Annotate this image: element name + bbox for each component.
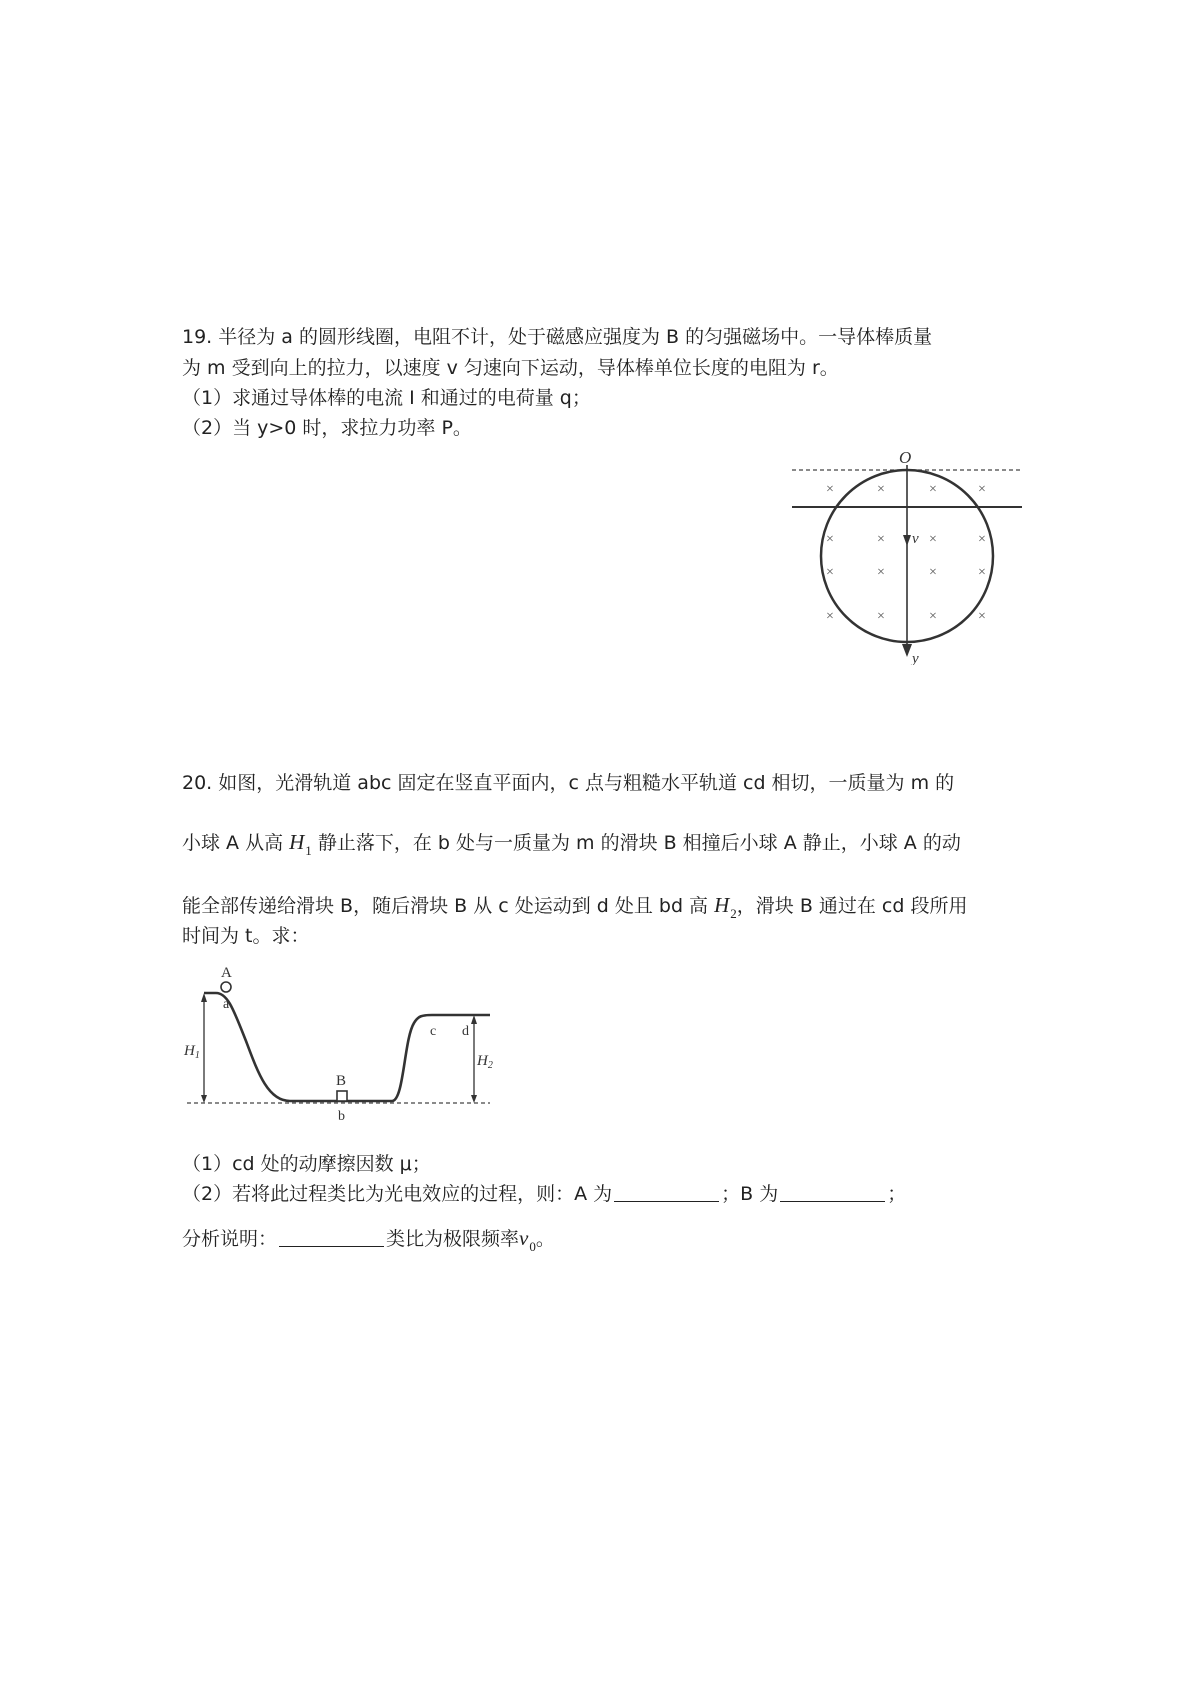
- ball-A: [221, 982, 231, 992]
- field-mark: ×: [826, 609, 834, 624]
- label-B: B: [336, 1073, 347, 1089]
- var-H2: H: [714, 893, 730, 917]
- q19-part-2: （2）当 y>0 时，求拉力功率 P。: [182, 417, 472, 439]
- H2-arrow-top: [471, 1015, 477, 1024]
- H1-arrow-top: [201, 993, 207, 1002]
- field-mark: ×: [826, 532, 834, 547]
- label-H2-var: H: [477, 1053, 488, 1069]
- q20-analysis-end: 。: [535, 1228, 555, 1250]
- label-H1: [183, 1043, 200, 1061]
- field-mark: ×: [826, 482, 834, 497]
- var-H1-sub: 1: [305, 843, 312, 858]
- field-mark: ×: [978, 609, 986, 624]
- q20-line-2-post: 静止落下，在 b 处与一质量为 m 的滑块 B 相撞后小球 A 静止，小球 A 的动: [311, 832, 961, 854]
- label-y: y: [912, 651, 919, 665]
- q20-part-2: [182, 1180, 906, 1208]
- q20-line-1: 20. 如图，光滑轨道 abc 固定在竖直平面内，c 点与粗糙水平轨道 cd 相切，一质量为 m 的: [182, 772, 955, 794]
- field-mark: ×: [929, 482, 937, 497]
- q20-analysis: [182, 1224, 555, 1255]
- q19-part-1: （1）求通过导体棒的电流 I 和通过的电荷量 q；: [182, 387, 591, 409]
- q20-line-4: 时间为 t。求：: [182, 925, 310, 947]
- velocity-arrowhead: [903, 535, 911, 546]
- var-nu: ν: [519, 1226, 529, 1250]
- label-d: d: [462, 1024, 469, 1039]
- label-H1-var: H: [184, 1043, 195, 1059]
- answer-blank-A[interactable]: [614, 1183, 719, 1202]
- label-H2: [476, 1053, 493, 1071]
- field-marks: [826, 482, 986, 624]
- H2-arrow-bottom: [471, 1095, 477, 1103]
- track-curve: [204, 993, 490, 1101]
- field-mark: ×: [877, 565, 885, 580]
- q20-line-2-pre: 小球 A 从高: [182, 832, 290, 854]
- answer-blank-analysis[interactable]: [279, 1228, 384, 1247]
- q20-analysis-b: 类比为极限频率: [386, 1228, 520, 1250]
- q19-magnetic-field-figure: [790, 450, 1030, 665]
- q20-line-3-pre: 能全部传递给滑块 B，随后滑块 B 从 c 处运动到 d 处且 bd 高: [182, 895, 715, 917]
- label-v: v: [912, 531, 919, 547]
- q20-line-3-post: ，滑块 B 通过在 cd 段所用: [736, 895, 968, 917]
- answer-blank-B[interactable]: [780, 1183, 885, 1202]
- q20-part-2-b: ；B 为: [721, 1183, 779, 1205]
- q20-part-2-a: （2）若将此过程类比为光电效应的过程，则：A 为: [182, 1183, 613, 1205]
- label-H2-sub: 2: [487, 1060, 493, 1071]
- label-b: b: [338, 1109, 345, 1124]
- var-H2-sub: 2: [730, 906, 737, 921]
- var-nu-sub: 0: [529, 1239, 536, 1254]
- y-axis-arrowhead: [902, 644, 912, 657]
- label-a: a: [223, 997, 230, 1012]
- var-H1: H: [289, 830, 305, 854]
- field-mark: ×: [929, 565, 937, 580]
- field-mark: ×: [877, 482, 885, 497]
- label-H1-sub: 1: [194, 1050, 200, 1061]
- q20-track-figure: [182, 965, 502, 1125]
- field-mark: ×: [978, 565, 986, 580]
- label-A: A: [221, 965, 232, 981]
- field-mark: ×: [929, 609, 937, 624]
- field-mark: ×: [877, 609, 885, 624]
- field-mark: ×: [929, 532, 937, 547]
- label-c: c: [430, 1024, 437, 1039]
- field-mark: ×: [978, 532, 986, 547]
- field-mark: ×: [826, 565, 834, 580]
- q19-line-2: 为 m 受到向上的拉力，以速度 v 匀速向下运动，导体棒单位长度的电阻为 r。: [182, 357, 839, 379]
- q20-part-2-c: ；: [887, 1183, 907, 1205]
- field-mark: ×: [978, 482, 986, 497]
- q19-line-1: 19. 半径为 a 的圆形线圈，电阻不计，处于磁感应强度为 B 的匀强磁场中。一导体棒质量: [182, 326, 933, 348]
- q20-line-3: [182, 891, 967, 922]
- H1-arrow-bottom: [201, 1095, 207, 1103]
- q20-part-1: （1）cd 处的动摩擦因数 μ；: [182, 1153, 431, 1175]
- block-B: [337, 1091, 347, 1101]
- field-mark: ×: [877, 532, 885, 547]
- q20-analysis-a: 分析说明：: [182, 1228, 278, 1250]
- label-O: O: [899, 450, 912, 467]
- q20-line-2: [182, 828, 961, 859]
